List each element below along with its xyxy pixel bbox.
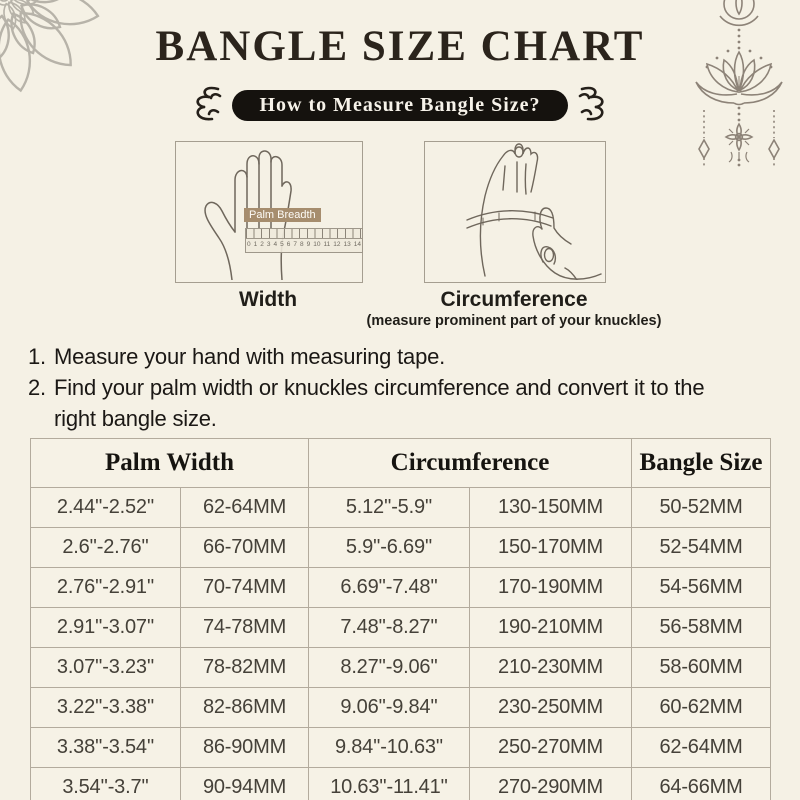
table-cell: 86-90MM [181,728,309,768]
bangle-size-table [30,438,771,800]
table-cell: 270-290MM [470,768,632,800]
table-cell: 3.54''-3.7'' [31,768,181,800]
table-cell: 58-60MM [632,648,771,688]
table-cell: 9.06''-9.84'' [309,688,470,728]
table-cell: 74-78MM [181,608,309,648]
instruction-text: Measure your hand with measuring tape. [54,344,446,369]
table-cell: 5.12''-5.9'' [309,488,470,528]
instruction-text: Find your palm width or knuckles circumference and convert it to the right bangle size. [54,375,705,432]
instruction-item [28,372,738,434]
table-row [31,768,771,800]
table-cell: 62-64MM [181,488,309,528]
column-header: Bangle Size [632,439,771,488]
table-cell: 3.07''-3.23'' [31,648,181,688]
table-cell: 130-150MM [470,488,632,528]
table-cell: 3.22''-3.38'' [31,688,181,728]
table-cell: 5.9''-6.69'' [309,528,470,568]
flourish-left-icon [187,82,223,128]
ruler-number: 9 [306,241,311,248]
ruler-number: 1 [253,241,258,248]
ruler-numbers [246,239,362,251]
table-cell: 64-66MM [632,768,771,800]
table-row [31,648,771,688]
ruler-number: 8 [300,241,304,248]
table-cell: 7.48''-8.27'' [309,608,470,648]
instruction-number: 2. [28,375,46,401]
instruction-number: 1. [28,344,46,369]
ruler-number: 3 [266,241,271,248]
table-row [31,488,771,528]
table-cell: 190-210MM [470,608,632,648]
table-row [31,528,771,568]
palm-breadth-tag: Palm Breadth [244,208,321,222]
table-cell: 70-74MM [181,568,309,608]
ruler-number: 2 [260,241,264,248]
table-row [31,568,771,608]
instructions-list [28,341,738,435]
table-cell: 250-270MM [470,728,632,768]
hand-width-illustration [175,141,363,283]
column-header: Palm Width [31,439,309,488]
circumference-note: (measure prominent part of your knuckles) [366,313,662,329]
ruler-ticks [246,229,362,239]
instruction-item [28,341,738,372]
table-cell: 2.6''-2.76'' [31,528,181,568]
table-cell: 62-64MM [632,728,771,768]
table-cell: 50-52MM [632,488,771,528]
ruler-number: 6 [286,241,291,248]
table-cell: 78-82MM [181,648,309,688]
ruler-number: 4 [273,241,278,248]
ruler-number: 0 [247,241,251,248]
ruler-number: 7 [293,241,297,248]
table-cell: 170-190MM [470,568,632,608]
table-cell: 54-56MM [632,568,771,608]
table-cell: 10.63''-11.41'' [309,768,470,800]
ruler-number: 14 [353,241,361,248]
ruler-number: 12 [333,241,341,248]
table-header-row [31,439,771,488]
table-cell: 230-250MM [470,688,632,728]
table-row [31,608,771,648]
table-row [31,728,771,768]
table-cell: 9.84''-10.63'' [309,728,470,768]
ruler-number: 13 [343,241,351,248]
subtitle-row [0,82,800,128]
ruler-number: 11 [323,241,331,248]
table-cell: 3.38''-3.54'' [31,728,181,768]
width-caption: Width [238,288,298,311]
table-cell: 210-230MM [470,648,632,688]
ruler-number: 5 [280,241,284,248]
table-cell: 66-70MM [181,528,309,568]
table-cell: 2.76''-2.91'' [31,568,181,608]
flourish-right-icon [577,82,613,128]
circumference-caption: Circumference [440,288,588,311]
how-to-measure-pill: How to Measure Bangle Size? [232,90,567,121]
table-cell: 82-86MM [181,688,309,728]
hand-circumference-illustration [424,141,606,283]
table-cell: 90-94MM [181,768,309,800]
table-cell: 56-58MM [632,608,771,648]
table-cell: 2.91''-3.07'' [31,608,181,648]
table-cell: 2.44''-2.52'' [31,488,181,528]
table-cell: 150-170MM [470,528,632,568]
page-title: BANGLE SIZE CHART [155,23,645,70]
column-header: Circumference [309,439,632,488]
table-cell: 6.69''-7.48'' [309,568,470,608]
table-cell: 8.27''-9.06'' [309,648,470,688]
ruler [245,228,363,253]
ruler-number: 10 [313,241,321,248]
table-cell: 52-54MM [632,528,771,568]
table-cell: 60-62MM [632,688,771,728]
table-row [31,688,771,728]
